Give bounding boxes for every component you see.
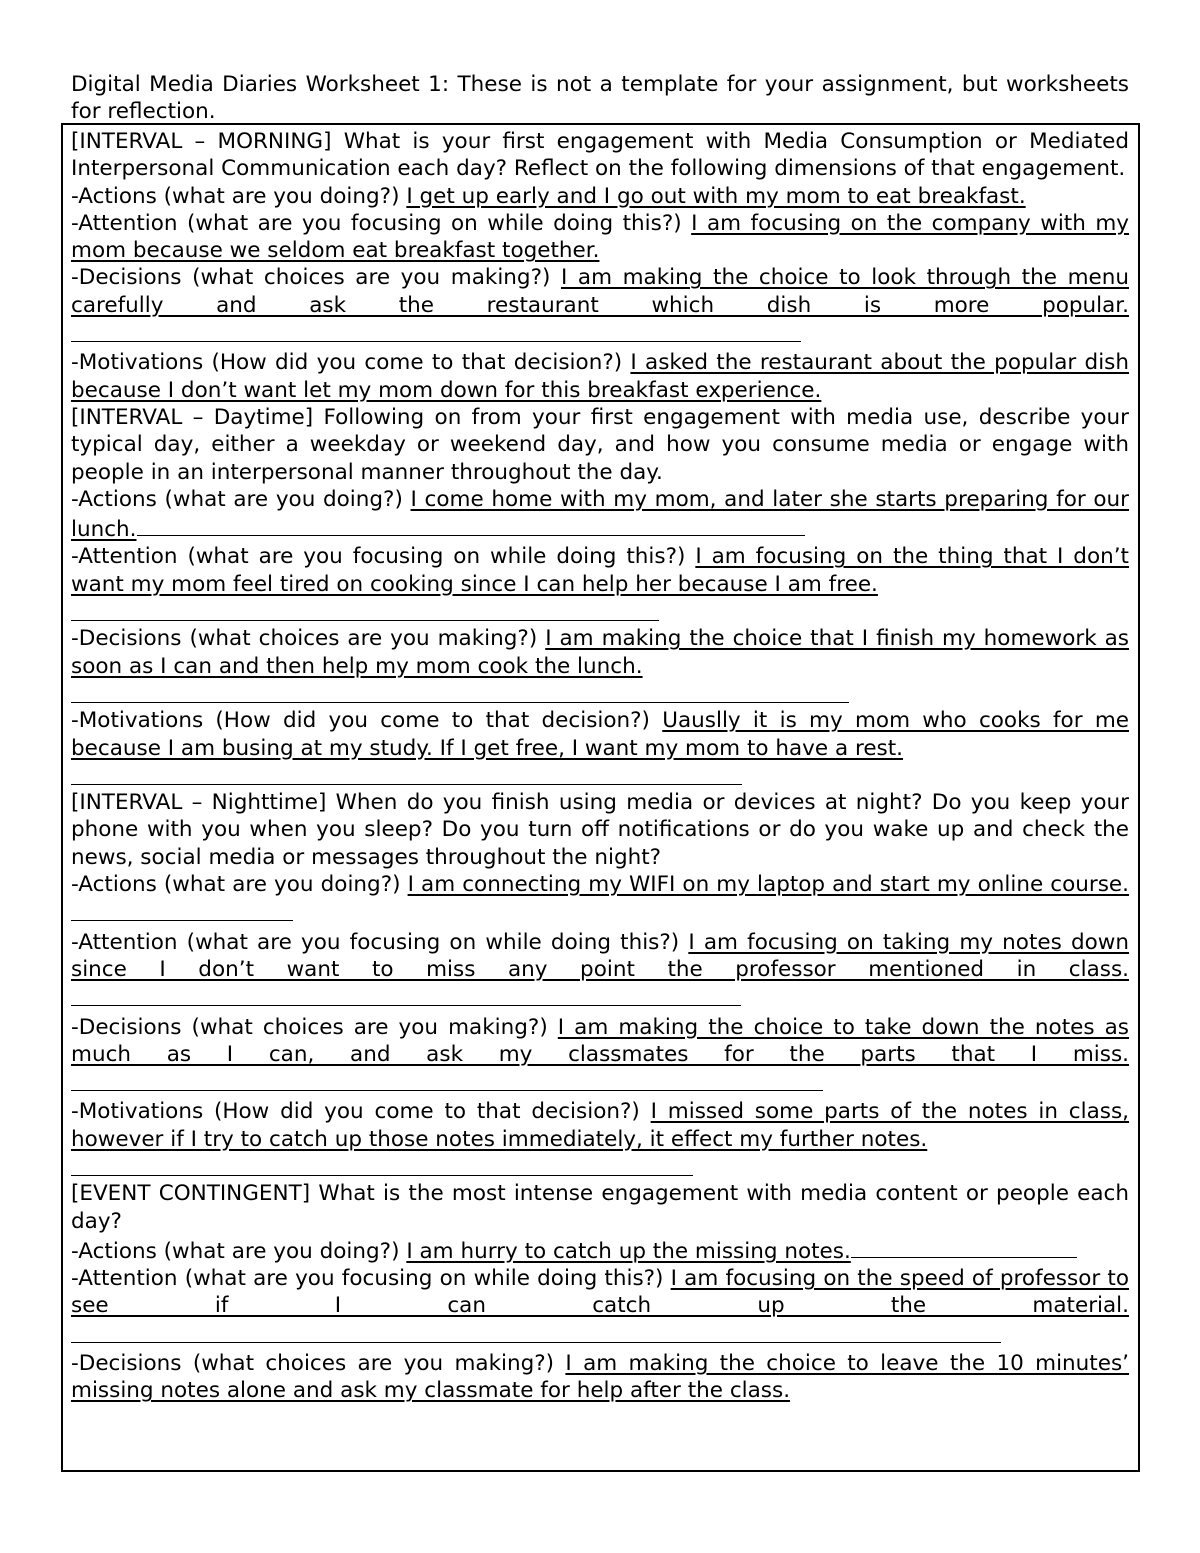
actions-prompt: -Actions (what are you doing?) [71,486,411,512]
morning-question: [INTERVAL – MORNING] What is your first engagement with Media Consumption or Mediated Interpersonal Communication each day? Reflect on the following dimensions of that engagement. [71,129,1129,182]
page-title: Digital Media Diaries Worksheet 1: These is not a template for your assignment, but worksheets for reflection. [71,72,1129,125]
answer-blank-line [71,598,1129,625]
decisions-prompt: -Decisions (what choices are you making?) [71,1014,558,1040]
motivations-prompt: -Motivations (How did you come to that decision?) [71,350,631,376]
motivations-answer: I missed some parts of the notes in class, however if I try to catch up those notes immediately, it effect my further notes. [71,1099,1129,1152]
answer-blank-line [71,1153,1129,1180]
attention-answer: I am focusing on taking my notes down since I don’t want to miss any point the professor mentioned in class. [71,929,1129,982]
attention-prompt: -Attention (what are you focusing on while doing this?) [71,544,696,570]
attention-answer: I am focusing on the thing that I don’t want my mom feel tired on cooking since I can help her because I am free. [71,544,1129,597]
actions-answer: I am hurry to catch up the missing notes. [406,1238,851,1264]
nighttime-attention [71,929,1129,1014]
attention-prompt: -Attention (what are you focusing on while doing this?) [71,210,692,236]
attention-prompt: -Attention (what are you focusing on while doing this?) [71,929,689,955]
daytime-attention [71,543,1129,598]
attention-answer: I am focusing on the company with my mom because we seldom eat breakfast together. [71,210,1129,264]
decisions-answer: I am making the choice to look through the menu carefully and ask the restaurant which dish is more popular. [71,265,1129,318]
answer-blank-line [71,319,801,342]
motivations-prompt: -Motivations (How did you come to that decision?) [71,1099,651,1125]
decisions-prompt: -Decisions (what choices are you making?) [71,1351,566,1377]
nighttime-actions [71,871,1129,929]
motivations-answer: I asked the restaurant about the popular dish because I don’t want let my mom down for this breakfast experience. [71,350,1129,403]
actions-prompt: -Actions (what are you doing?) [71,872,408,898]
decisions-answer: I am making the choice to leave the 10 minutes’ missing notes alone and ask my classmate for help after the class. [71,1351,1129,1404]
attention-answer: I am focusing on the speed of professor to see if I can catch up the material. [71,1266,1129,1319]
event-question: [EVENT CONTINGENT] What is the most intense engagement with media content or people each day? [71,1181,1129,1234]
morning-attention [71,210,1129,265]
decisions-answer: I am making the choice to take down the notes as much as I can, and ask my classmates for the parts that I miss. [71,1014,1129,1067]
daytime-motivations [71,707,1129,762]
answer-blank-line [71,1068,823,1091]
nighttime-motivations [71,1098,1129,1153]
event-attention [71,1265,1129,1350]
decisions-prompt: -Decisions (what choices are you making?) [71,626,546,652]
decisions-prompt: -Decisions (what choices are you making?) [71,265,561,291]
actions-answer: I come home with my mom, and later she starts preparing for our lunch. [71,486,1129,543]
morning-actions [71,183,1129,210]
answer-blank-line [71,1320,1001,1343]
motivations-answer: Uauslly it is my mom who cooks for me because I am busing at my study. If I get free, I want my mom to have a rest. [71,708,1129,761]
morning-decisions [71,264,1129,349]
answer-blank-line [71,762,1129,789]
actions-answer: I get up early and I go out with my mom to eat breakfast. [406,183,1026,209]
answer-blank-line [137,513,805,536]
nighttime-decisions [71,1014,1129,1099]
worksheet-content [71,128,1129,1405]
daytime-question: [INTERVAL – Daytime] Following on from your first engagement with media use, describe your typical day, either a weekday or weekend day, and how you consume media or engage with people in an interpersonal manner throughout the day. [71,404,1129,485]
daytime-decisions [71,625,1129,680]
actions-prompt: -Actions (what are you doing?) [71,183,407,209]
event-actions [71,1235,1129,1265]
morning-motivations [71,349,1129,404]
answer-blank-line [71,983,741,1006]
nighttime-question: [INTERVAL – Nighttime] When do you finish using media or devices at night? Do you keep your phone with you when you sleep? Do you turn off notifications or do you wake up and check the news, social media or messages throughout the night? [71,790,1129,870]
answer-blank-line [71,898,293,921]
event-decisions [71,1350,1129,1405]
answer-blank-line [71,680,1129,707]
attention-prompt: -Attention (what are you focusing on while doing this?) [71,1266,671,1292]
decisions-answer: I am making the choice that I finish my homework as soon as I can and then help my mom cook the lunch. [71,626,1129,679]
daytime-actions [71,486,1129,544]
motivations-prompt: -Motivations (How did you come to that decision?) [71,708,663,734]
answer-blank-line [851,1235,1077,1258]
actions-answer: I am connecting my WIFI on my laptop and start my online course. [407,872,1129,898]
actions-prompt: -Actions (what are you doing?) [71,1238,407,1264]
